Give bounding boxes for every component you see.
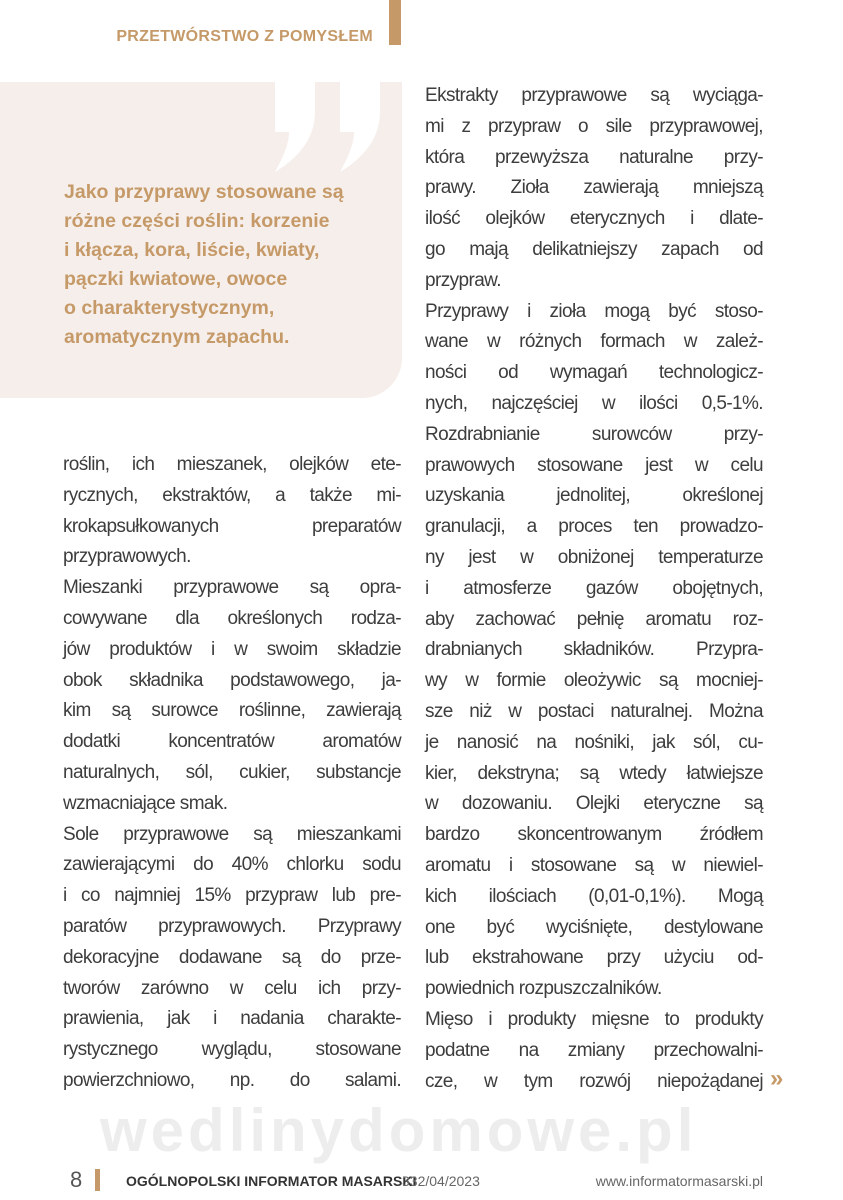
text-line: aby zachować pełnię aromatu roz-: [425, 608, 763, 630]
magazine-name: OGÓLNOPOLSKI INFORMATOR MASARSKI: [126, 1173, 417, 1189]
text-line: Mieszanki przyprawowe są opra-: [63, 577, 401, 599]
text-line: kich ilościach (0,01-0,1%). Mogą: [425, 885, 763, 907]
pull-quote-line: o charakterystycznym,: [64, 297, 275, 319]
text-line: kim są surowce roślinne, zawierają: [63, 700, 401, 722]
quote-mark-icon: [255, 82, 395, 172]
pull-quote-line: aromatycznym zapachu.: [64, 326, 290, 348]
text-line: wzmacniające smak.: [63, 792, 228, 814]
text-line: powiednich rozpuszczalników.: [425, 978, 662, 1000]
text-line: wy w formie oleożywic są mocniej-: [425, 670, 763, 692]
issue-number: 332/04/2023: [402, 1173, 480, 1189]
text-column-right: [425, 81, 763, 1097]
pull-quote-text: [64, 178, 344, 352]
text-line: obok składnika podstawowego, ja-: [63, 669, 401, 691]
text-line: granulacji, a proces ten prowadzo-: [425, 516, 763, 538]
text-line: jów produktów i w swoim składzie: [63, 638, 401, 660]
text-line: prawowych stosowane jest w celu: [425, 454, 763, 476]
text-line: Rozdrabnianie surowców przy-: [425, 423, 763, 445]
text-line: dodatki koncentratów aromatów: [63, 731, 401, 753]
footer-bar: [95, 1169, 100, 1191]
text-line: go mają delikatniejszy zapach od: [425, 238, 763, 260]
website-link[interactable]: www.informatormasarski.pl: [595, 1173, 763, 1189]
text-line: aromatu i stosowane są w niewiel-: [425, 854, 763, 876]
text-line: i atmosferze gazów obojętnych,: [425, 577, 763, 599]
text-line: podatne na zmiany przechowalni-: [425, 1039, 763, 1061]
pull-quote-box: [0, 82, 402, 398]
text-line: uzyskania jednolitej, określonej: [425, 485, 763, 507]
text-column-left: [63, 450, 401, 1097]
text-line: roślin, ich mieszanek, olejków ete-: [63, 454, 401, 475]
paragraph: [63, 450, 401, 573]
page-footer: [0, 1168, 843, 1194]
text-line: tworów zarówno w celu ich przy-: [63, 977, 401, 999]
text-line: przyprawowych.: [63, 546, 191, 568]
text-line: cze, w tym rozwój niepożądanej: [425, 1070, 763, 1092]
section-title: PRZETWÓRSTWO Z POMYSŁEM: [116, 28, 373, 45]
text-line: paratów przyprawowych. Przyprawy: [63, 915, 401, 937]
paragraph: [425, 81, 763, 297]
text-line: nych, najczęściej w ilości 0,5-1%.: [425, 392, 763, 414]
paragraph: [425, 1005, 763, 1097]
pull-quote-line: Jako przyprawy stosowane są: [64, 181, 344, 203]
text-line: kier, dekstryna; są wtedy łatwiejsze: [425, 762, 763, 784]
text-line: rystycznego wyglądu, stosowane: [63, 1039, 401, 1061]
text-line: i co najmniej 15% przypraw lub pre-: [63, 885, 401, 907]
text-line: sze niż w postaci naturalnej. Można: [425, 700, 763, 722]
text-line: wane w różnych formach w zależ-: [425, 331, 763, 353]
text-line: je nanosić na nośniki, jak sól, cu-: [425, 731, 763, 753]
text-line: ności od wymagań technologicz-: [425, 362, 763, 384]
text-line: bardzo skoncentrowanym źródłem: [425, 824, 763, 846]
text-line: one być wyciśnięte, destylowane: [425, 916, 763, 938]
pull-quote-line: i kłącza, kora, liście, kwiaty,: [64, 239, 320, 261]
text-line: przypraw.: [425, 269, 501, 291]
text-line: Mięso i produkty mięsne to produkty: [425, 1008, 763, 1030]
text-line: która przewyższa naturalne przy-: [425, 146, 763, 168]
text-line: prawy. Zioła zawierają mniejszą: [425, 177, 763, 199]
paragraph: [63, 820, 401, 1097]
text-line: w dozowaniu. Olejki eteryczne są: [425, 793, 763, 815]
text-line: rycznych, ekstraktów, a także mi-: [63, 484, 401, 506]
text-line: naturalnych, sól, cukier, substancje: [63, 761, 401, 783]
watermark: wedlinydomowe.pl: [100, 1097, 698, 1164]
section-marker-bar: [389, 0, 401, 45]
text-line: lub ekstrahowane przy użyciu od-: [425, 947, 763, 969]
text-line: drabnianych składników. Przypra-: [425, 639, 763, 661]
text-line: Sole przyprawowe są mieszankami: [63, 823, 401, 845]
pull-quote-line: pączki kwiatowe, owoce: [64, 268, 288, 290]
text-line: cowywane dla określonych rodza-: [63, 607, 401, 629]
text-line: ny jest w obniżonej temperaturze: [425, 546, 763, 568]
text-line: ilość olejków eterycznych i dlate-: [425, 208, 763, 230]
pull-quote-line: różne części roślin: korzenie: [64, 210, 330, 232]
text-line: powierzchniowo, np. do salami.: [63, 1069, 401, 1091]
text-line: Przyprawy i zioła mogą być stoso-: [425, 300, 763, 322]
double-chevron-right-icon: »: [770, 1065, 784, 1092]
text-line: Ekstrakty przyprawowe są wyciąga-: [425, 85, 763, 106]
text-line: dekoracyjne dodawane są do prze-: [63, 946, 401, 968]
text-line: krokapsułkowanych preparatów: [63, 515, 401, 537]
text-line: prawienia, jak i nadania charakte-: [63, 1008, 401, 1030]
text-line: mi z przypraw o sile przyprawowej,: [425, 115, 763, 137]
page-number: 8: [70, 1167, 83, 1192]
paragraph: [425, 297, 763, 1005]
paragraph: [63, 573, 401, 819]
text-line: zawierającymi do 40% chlorku sodu: [63, 854, 401, 876]
